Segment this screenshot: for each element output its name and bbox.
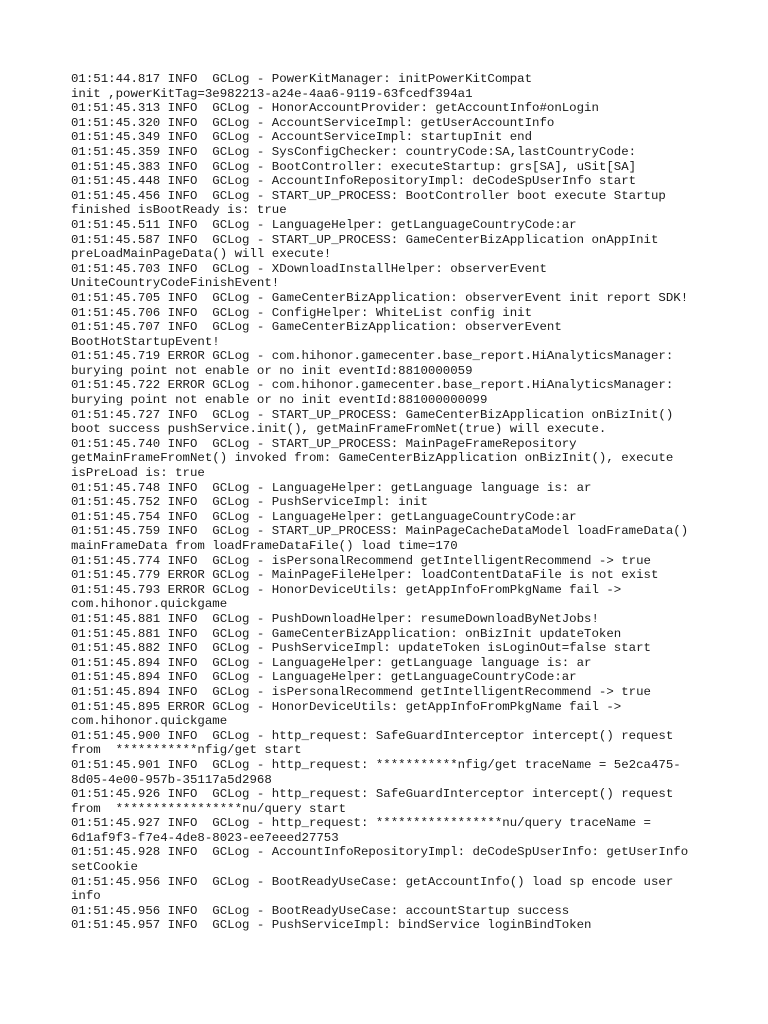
log-line: boot success pushService.init(), getMainFrameFromNet(true) will execute.	[71, 422, 607, 437]
log-line: 01:51:45.383 INFO GCLog - BootController: executeStartup: grs[SA], uSit[SA]	[71, 159, 637, 174]
log-line: 01:51:45.956 INFO GCLog - BootReadyUseCase: accountStartup success	[71, 903, 570, 918]
log-line: preLoadMainPageData() will execute!	[71, 247, 332, 262]
log-line: 01:51:45.881 INFO GCLog - PushDownloadHelper: resumeDownloadByNetJobs!	[71, 611, 599, 626]
log-line: 01:51:45.740 INFO GCLog - START_UP_PROCESS: MainPageFrameRepository	[71, 436, 577, 451]
log-line: 01:51:45.957 INFO GCLog - PushServiceImpl: bindService loginBindToken	[71, 918, 592, 933]
log-line: 01:51:45.895 ERROR GCLog - HonorDeviceUtils: getAppInfoFromPkgName fail ->	[71, 699, 622, 714]
log-line: com.hihonor.quickgame	[71, 597, 228, 612]
log-line: 01:51:45.928 INFO GCLog - AccountInfoRepositoryImpl: deCodeSpUserInfo: getUserInfo	[71, 845, 689, 860]
log-line: 01:51:44.817 INFO GCLog - PowerKitManager: initPowerKitCompat	[71, 72, 533, 86]
log-line: 01:51:45.587 INFO GCLog - START_UP_PROCESS: GameCenterBizApplication onAppInit	[71, 232, 659, 247]
log-line: 01:51:45.359 INFO GCLog - SysConfigChecker: countryCode:SA,lastCountryCode:	[71, 144, 637, 159]
log-line: 01:51:45.719 ERROR GCLog - com.hihonor.gamecenter.base_report.HiAnalyticsManager:	[71, 349, 674, 364]
log-line: burying point not enable or no init eventId:8810000059	[71, 363, 473, 378]
log-line: 01:51:45.894 INFO GCLog - isPersonalRecommend getIntelligentRecommend -> true	[71, 684, 651, 699]
log-line: 01:51:45.754 INFO GCLog - LanguageHelper: getLanguageCountryCode:ar	[71, 509, 577, 524]
log-line: 01:51:45.320 INFO GCLog - AccountServiceImpl: getUserAccountInfo	[71, 115, 555, 130]
log-line: 01:51:45.722 ERROR GCLog - com.hihonor.gamecenter.base_report.HiAnalyticsManager:	[71, 378, 674, 393]
log-line: 01:51:45.706 INFO GCLog - ConfigHelper: WhiteList config init	[71, 305, 533, 320]
log-line: 01:51:45.748 INFO GCLog - LanguageHelper: getLanguage language is: ar	[71, 480, 592, 495]
log-line: 01:51:45.707 INFO GCLog - GameCenterBizApplication: observerEvent	[71, 320, 562, 335]
log-line: getMainFrameFromNet() invoked from: GameCenterBizApplication onBizInit(), execute	[71, 451, 674, 466]
log-line: 01:51:45.894 INFO GCLog - LanguageHelper: getLanguage language is: ar	[71, 655, 592, 670]
log-line: 01:51:45.882 INFO GCLog - PushServiceImpl: updateToken isLoginOut=false start	[71, 641, 651, 656]
log-line: 01:51:45.759 INFO GCLog - START_UP_PROCESS: MainPageCacheDataModel loadFrameData()	[71, 524, 689, 539]
log-line: 01:51:45.927 INFO GCLog - http_request: *****************nu/query traceName =	[71, 816, 651, 831]
log-line: 01:51:45.511 INFO GCLog - LanguageHelper: getLanguageCountryCode:ar	[71, 217, 577, 232]
log-line: 01:51:45.313 INFO GCLog - HonorAccountProvider: getAccountInfo#onLogin	[71, 101, 599, 116]
log-line: 01:51:45.349 INFO GCLog - AccountServiceImpl: startupInit end	[71, 130, 533, 145]
log-line: 01:51:45.881 INFO GCLog - GameCenterBizApplication: onBizInit updateToken	[71, 626, 622, 641]
log-line: 8d05-4e00-957b-35117a5d2968	[71, 772, 272, 787]
log-line: 01:51:45.727 INFO GCLog - START_UP_PROCESS: GameCenterBizApplication onBizInit()	[71, 407, 674, 422]
log-line: 01:51:45.779 ERROR GCLog - MainPageFileHelper: loadContentDataFile is not exist	[71, 568, 659, 583]
log-line: BootHotStartupEvent!	[71, 334, 220, 349]
log-line: 01:51:45.774 INFO GCLog - isPersonalRecommend getIntelligentRecommend -> true	[71, 553, 651, 568]
log-line: info	[71, 889, 101, 904]
log-line: 01:51:45.926 INFO GCLog - http_request: SafeGuardInterceptor intercept() request	[71, 787, 674, 802]
log-text-block	[71, 72, 721, 933]
log-line: 01:51:45.703 INFO GCLog - XDownloadInstallHelper: observerEvent	[71, 261, 547, 276]
log-line: 01:51:45.793 ERROR GCLog - HonorDeviceUtils: getAppInfoFromPkgName fail ->	[71, 582, 622, 597]
log-line: 6d1af9f3-f7e4-4de8-8023-ee7eeed27753	[71, 830, 339, 845]
log-line: init ,powerKitTag=3e982213-a24e-4aa6-9119-63fcedf394a1	[71, 86, 473, 101]
log-line: 01:51:45.752 INFO GCLog - PushServiceImpl: init	[71, 495, 428, 510]
log-line: setCookie	[71, 860, 138, 875]
log-line: 01:51:45.894 INFO GCLog - LanguageHelper: getLanguageCountryCode:ar	[71, 670, 577, 685]
log-line: finished isBootReady is: true	[71, 203, 287, 218]
log-line: from *****************nu/query start	[71, 801, 347, 816]
log-line: UniteCountryCodeFinishEvent!	[71, 276, 280, 291]
log-line: 01:51:45.456 INFO GCLog - START_UP_PROCESS: BootController boot execute Startup	[71, 188, 666, 203]
log-line: com.hihonor.quickgame	[71, 714, 228, 729]
log-line: 01:51:45.900 INFO GCLog - http_request: SafeGuardInterceptor intercept() request	[71, 728, 674, 743]
log-line: 01:51:45.705 INFO GCLog - GameCenterBizApplication: observerEvent init report SDK!	[71, 290, 689, 305]
log-line: isPreLoad is: true	[71, 466, 205, 481]
log-line: 01:51:45.448 INFO GCLog - AccountInfoRepositoryImpl: deCodeSpUserInfo start	[71, 174, 637, 189]
log-line: 01:51:45.956 INFO GCLog - BootReadyUseCase: getAccountInfo() load sp encode user	[71, 874, 674, 889]
log-line: mainFrameData from loadFrameDataFile() load time=170	[71, 539, 458, 553]
log-line: 01:51:45.901 INFO GCLog - http_request: ***********nfig/get traceName = 5e2ca475-	[71, 757, 681, 772]
log-line: burying point not enable or no init eventId:881000000099	[71, 393, 488, 408]
log-line: from ***********nfig/get start	[71, 743, 302, 758]
